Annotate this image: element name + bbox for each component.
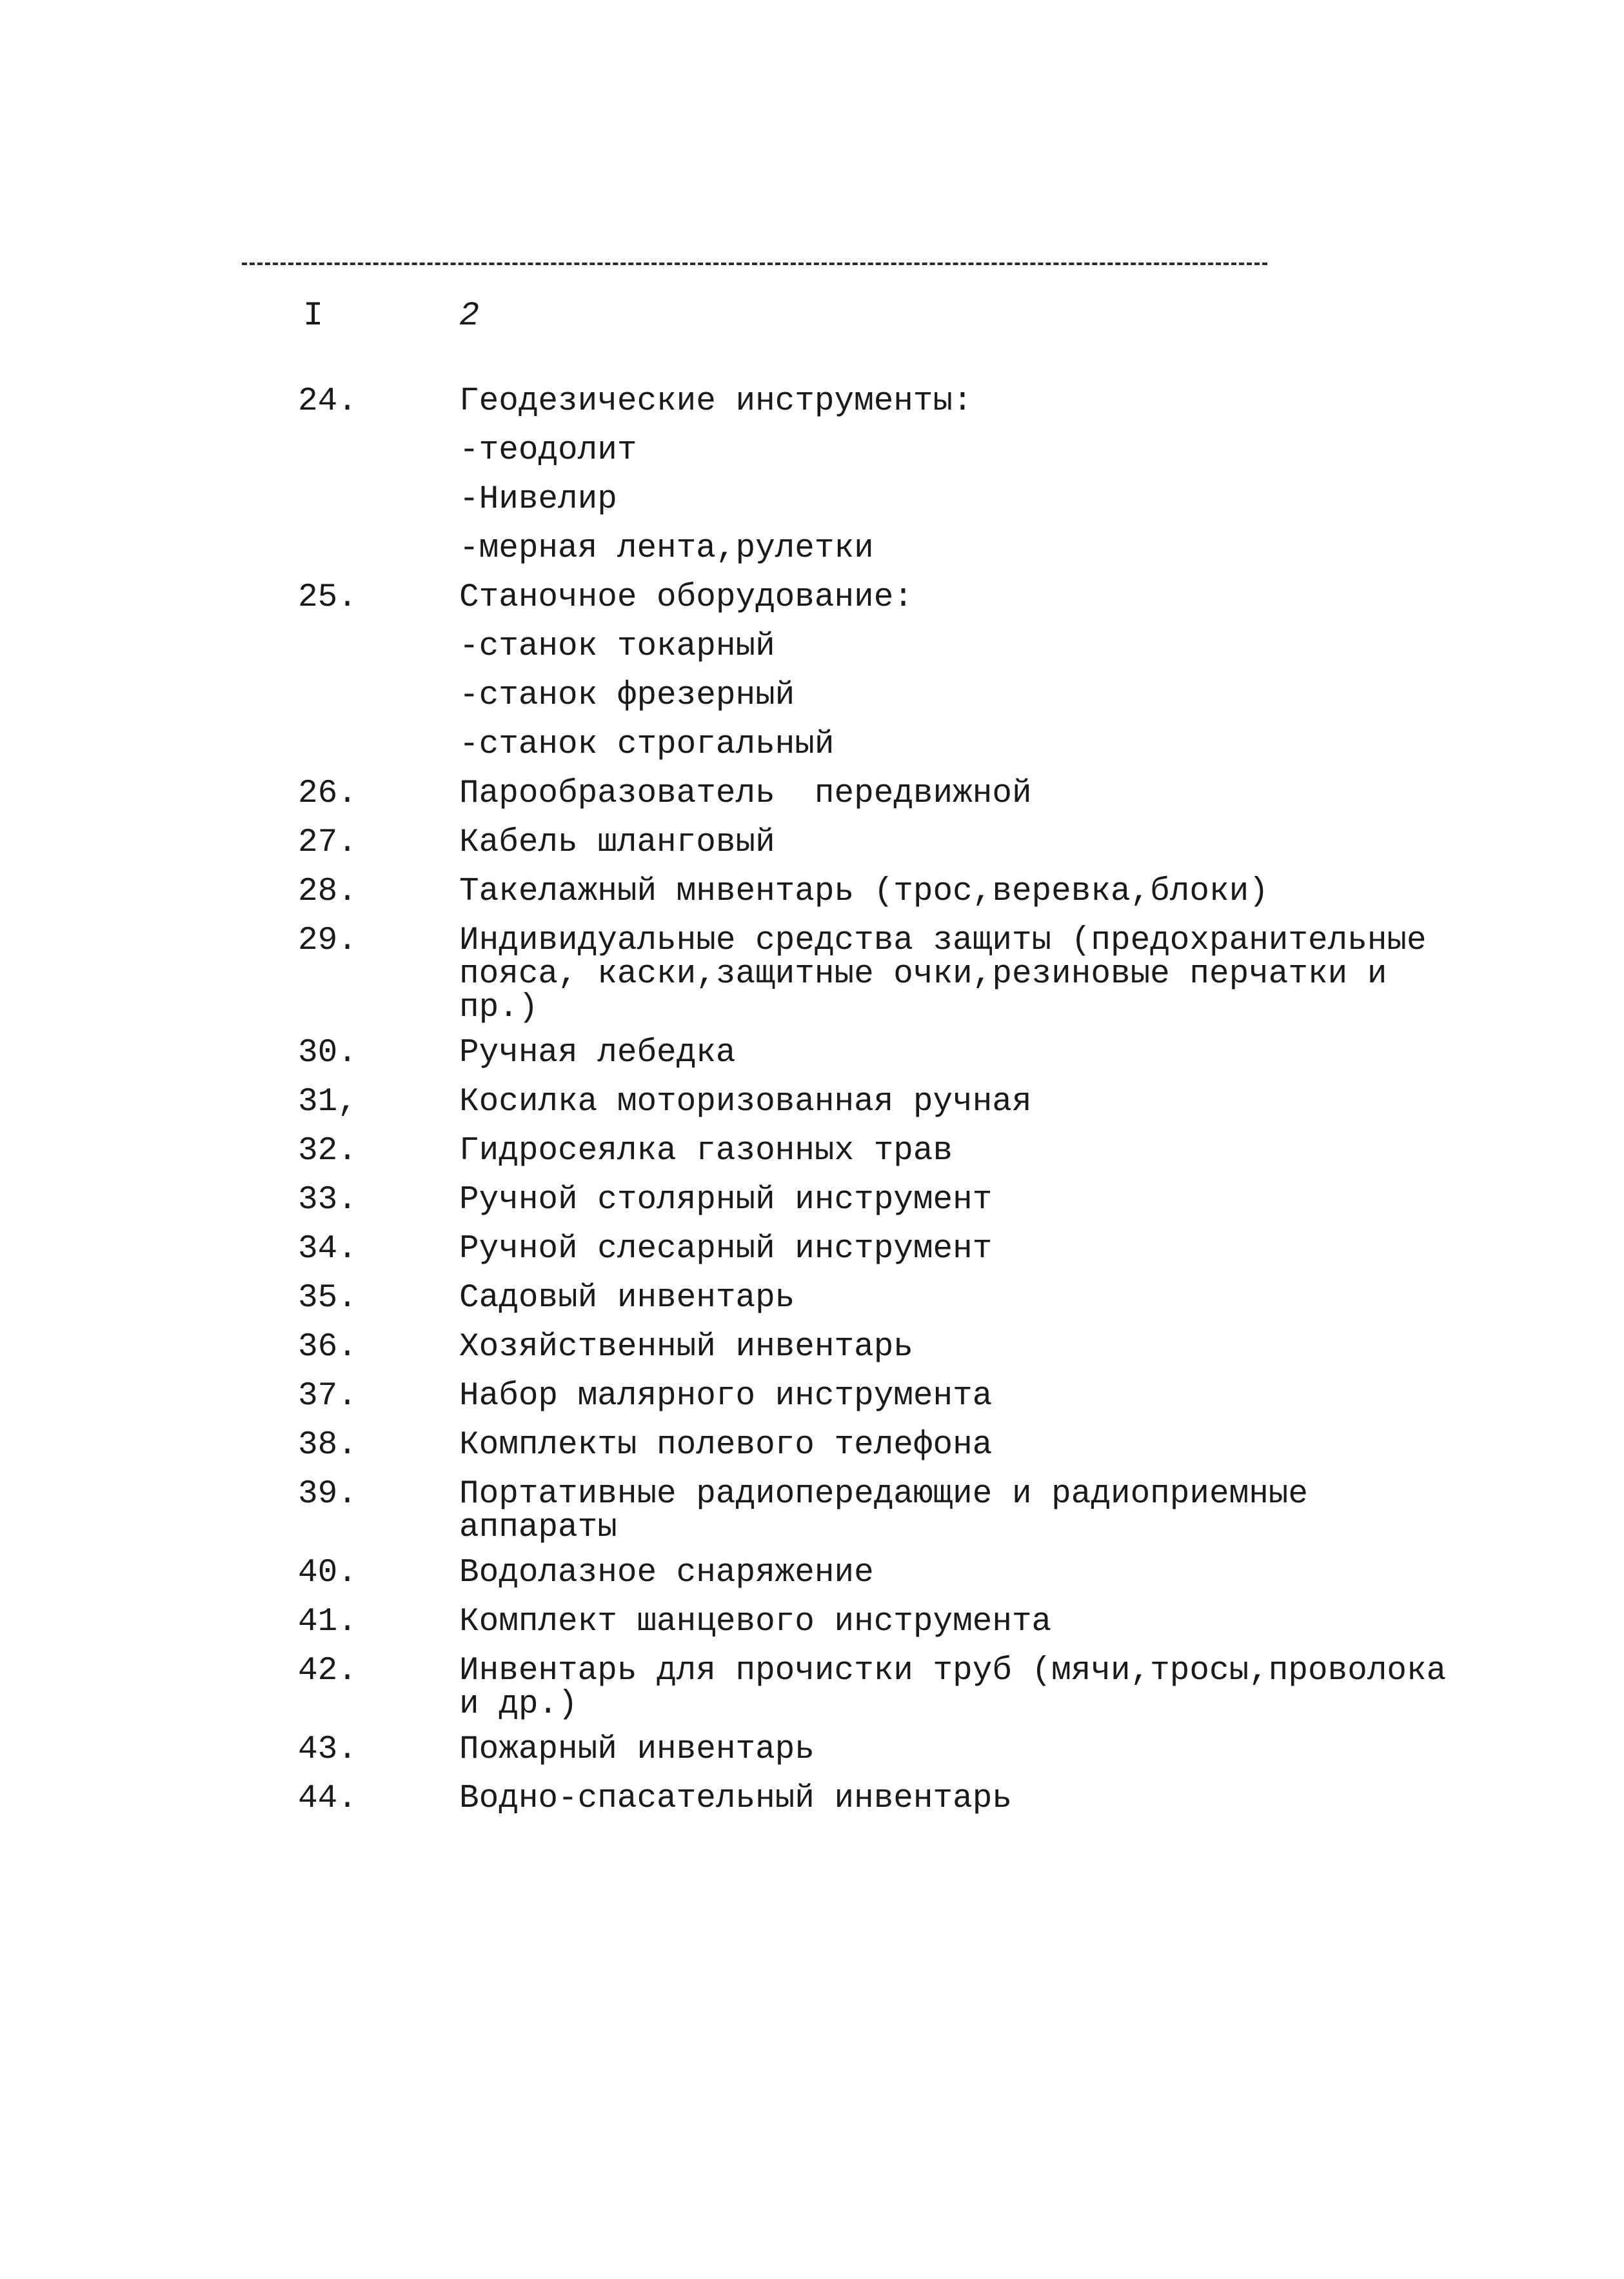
list-item (0, 1176, 1624, 1225)
list-item (0, 426, 1624, 475)
item-number: 29. (298, 922, 357, 959)
list-item (0, 721, 1624, 770)
item-number: 36. (298, 1329, 357, 1366)
list-item (0, 770, 1624, 819)
item-number: 31, (298, 1084, 357, 1120)
list-item (0, 917, 1624, 1029)
column-header-2: 2 (459, 297, 480, 335)
item-text: Ручной слесарный инструмент (459, 1231, 993, 1268)
item-text: -мерная лента,рулетки (459, 530, 874, 567)
item-text: Садовый инвентарь (459, 1280, 795, 1317)
item-number: 39. (298, 1476, 357, 1513)
item-text: Набор малярного инструмента (459, 1378, 993, 1415)
item-number: 37. (298, 1378, 357, 1415)
item-text: -теодолит (459, 432, 637, 469)
item-number: 26. (298, 775, 357, 812)
item-text: Гидросеялка газонных трав (459, 1133, 953, 1169)
item-text: Такелажный мнвентарь (трос,веревка,блоки) (459, 873, 1269, 910)
item-text: Парообразователь передвижной (459, 775, 1032, 812)
list-item (0, 1127, 1624, 1176)
list-item (0, 1726, 1624, 1775)
item-text: Ручная лебедка (459, 1035, 736, 1071)
list-item (0, 524, 1624, 573)
list-item (0, 1647, 1624, 1726)
top-divider-line (242, 263, 1267, 265)
item-text: Ручной столярный инструмент (459, 1182, 993, 1219)
list-item (0, 1323, 1624, 1372)
list-item (0, 868, 1624, 917)
item-text: Косилка моторизованная ручная (459, 1084, 1032, 1120)
list-item (0, 1470, 1624, 1549)
item-number: 42. (298, 1653, 357, 1689)
item-text: Комплекты полевого телефона (459, 1427, 993, 1464)
item-text: Пожарный инвентарь (459, 1731, 815, 1768)
item-text: Станочное оборудование: (459, 579, 913, 616)
list-item (0, 1549, 1624, 1598)
list-item (0, 1372, 1624, 1421)
item-number: 32. (298, 1133, 357, 1169)
item-text: Водолазное снаряжение (459, 1555, 874, 1591)
item-text: Геодезические инструменты: (459, 383, 973, 420)
item-number: 30. (298, 1035, 357, 1071)
item-text: Хозяйственный инвентарь (459, 1329, 913, 1366)
item-text: Кабель шланговый (459, 824, 775, 861)
item-number: 35. (298, 1280, 357, 1317)
item-text: Инвентарь для прочистки труб (мячи,тросы,проволока и др.) (459, 1653, 1466, 1723)
item-text: -станок строгальный (459, 726, 835, 763)
item-text: Портативные радиопередающие и радиоприемные аппараты (459, 1476, 1328, 1546)
item-number: 33. (298, 1182, 357, 1219)
item-number: 44. (298, 1780, 357, 1817)
list-item (0, 573, 1624, 622)
item-number: 34. (298, 1231, 357, 1268)
item-text: Водно-спасательный инвентарь (459, 1780, 1012, 1817)
list-item (0, 377, 1624, 426)
list-item (0, 1225, 1624, 1274)
list-item (0, 672, 1624, 721)
item-text: Индивидуальные средства защиты (предохранительные пояса, каски,защитные очки,резиновые перчатки и пр.) (459, 922, 1447, 1026)
list-item (0, 475, 1624, 524)
list-item (0, 1421, 1624, 1470)
column-header-row (0, 294, 1624, 339)
equipment-list (0, 377, 1624, 1824)
list-item (0, 622, 1624, 672)
list-item (0, 819, 1624, 868)
list-item (0, 1029, 1624, 1078)
item-number: 40. (298, 1555, 357, 1591)
list-item (0, 1775, 1624, 1824)
item-number: 25. (298, 579, 357, 616)
item-number: 28. (298, 873, 357, 910)
list-item (0, 1078, 1624, 1127)
item-text: -станок фрезерный (459, 677, 795, 714)
item-text: -Нивелир (459, 481, 617, 518)
item-number: 43. (298, 1731, 357, 1768)
list-item (0, 1598, 1624, 1647)
item-text: Комплект шанцевого инструмента (459, 1604, 1052, 1640)
column-header-1: I (303, 297, 324, 335)
item-text: -станок токарный (459, 628, 775, 665)
item-number: 41. (298, 1604, 357, 1640)
item-number: 27. (298, 824, 357, 861)
item-number: 38. (298, 1427, 357, 1464)
list-item (0, 1274, 1624, 1323)
item-number: 24. (298, 383, 357, 420)
